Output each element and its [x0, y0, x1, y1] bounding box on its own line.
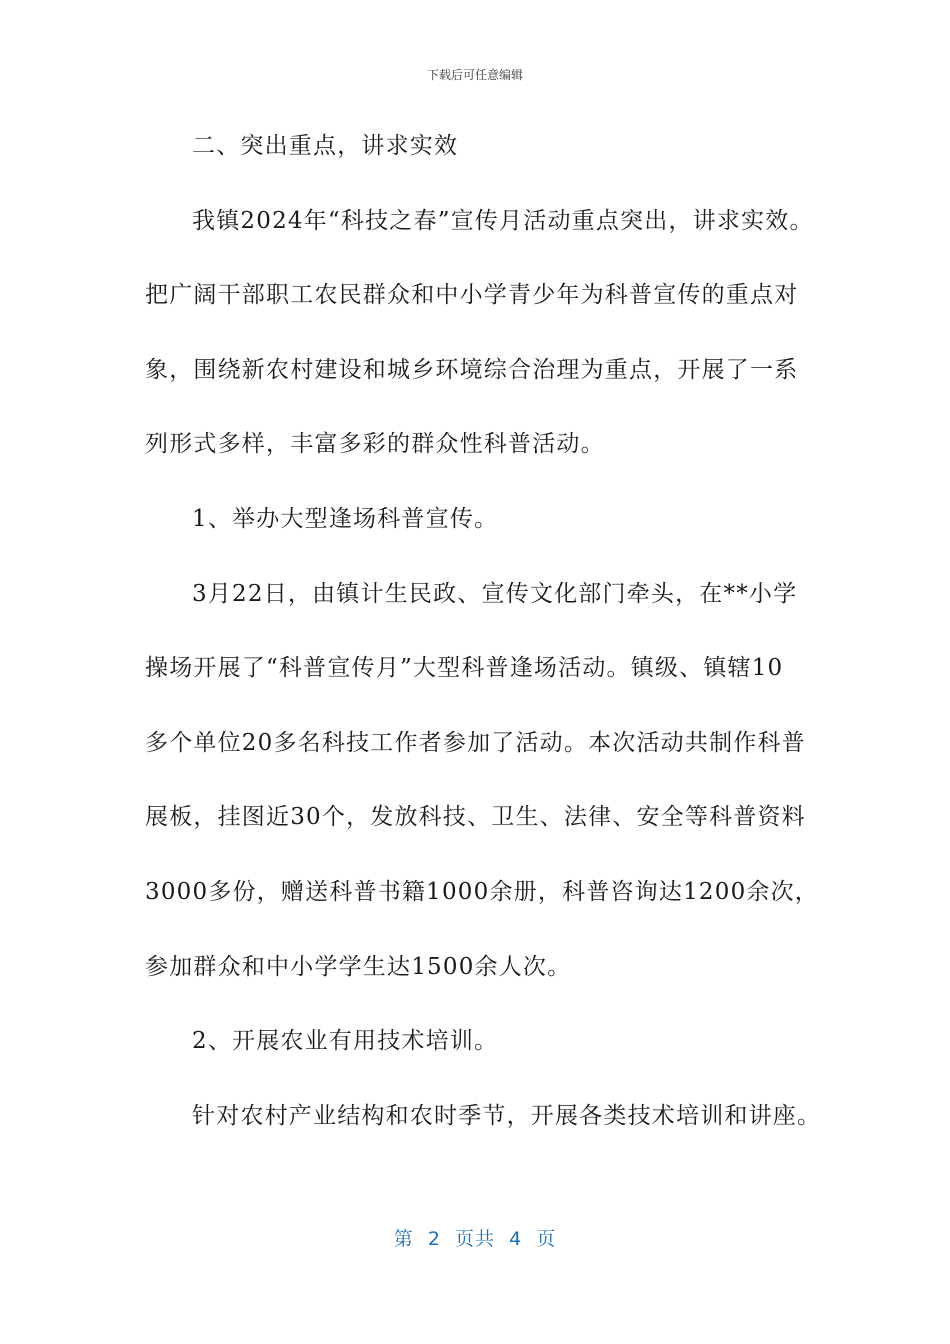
- paragraph-line: 象，围绕新农村建设和城乡环境综合治理为重点，开展了一系: [145, 356, 799, 383]
- section-heading: 二、突出重点，讲求实效: [192, 133, 459, 159]
- paragraph-line: 3000多份，赠送科普书籍1000余册，科普咨询达1200余次，: [145, 878, 819, 905]
- paragraph-line: 把广阔干部职工农民群众和中小学青少年为科普宣传的重点对: [145, 282, 799, 309]
- header-note: 下载后可任意编辑: [426, 68, 523, 82]
- subsection-heading: 1、举办大型逢场科普宣传。: [192, 505, 499, 532]
- paragraph-line: 多个单位20多名科技工作者参加了活动。本次活动共制作科普: [145, 729, 806, 756]
- page-number-label: 第 2 页共 4 页: [393, 1228, 557, 1250]
- paragraph-line: 操场开展了“科普宣传月”大型科普逢场活动。镇级、镇辖10: [145, 655, 784, 682]
- paragraph-line: 展板，挂图近30个，发放科技、卫生、法律、安全等科普资料: [145, 804, 806, 831]
- subsection-heading: 2、开展农业有用技术培训。: [192, 1028, 499, 1055]
- paragraph-line: 列形式多样，丰富多彩的群众性科普活动。: [145, 431, 605, 458]
- paragraph-line: 我镇2024年“科技之春”宣传月活动重点突出，讲求实效。: [192, 207, 814, 234]
- page-number-footer: [0, 1224, 950, 1251]
- paragraph-line: 3月22日，由镇计生民政、宣传文化部门牵头，在**小学: [192, 580, 798, 607]
- paragraph-line: 针对农村产业结构和农时季节，开展各类技术培训和讲座。: [192, 1102, 822, 1129]
- paragraph-line: 参加群众和中小学学生达1500余人次。: [145, 953, 572, 980]
- body-text: [145, 124, 825, 1168]
